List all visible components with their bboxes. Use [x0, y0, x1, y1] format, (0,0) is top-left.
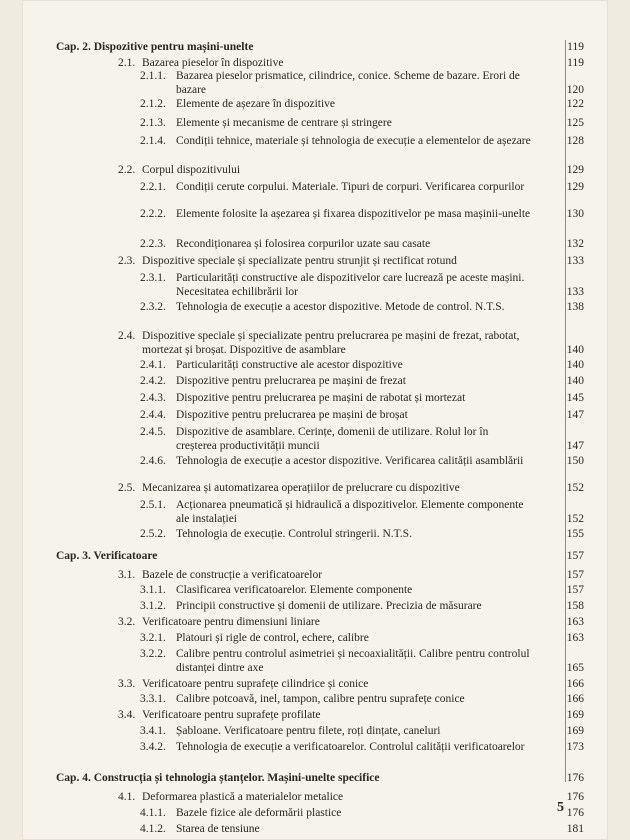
toc-subsection [56, 207, 584, 221]
toc-entry-title: Elemente folosite la așezarea și fixarea dispozitivelor pe masa mașinii-unelte [176, 208, 531, 220]
toc-entry-title: Particularități constructive ale acestor dispozitive [176, 359, 403, 371]
toc-subsection [56, 300, 584, 314]
toc-entry-number: 3.1. [118, 569, 136, 581]
toc-entry-title: Elemente de așezare în dispozitive [176, 98, 336, 110]
toc-entry-number: 2.1.3. [140, 117, 166, 129]
toc-section [56, 163, 584, 177]
toc-entry-title: Particularități constructive ale dispozitivelor care lucrează pe aceste mașini. Necesitatea echilibrării lor [176, 272, 525, 298]
toc-entry-page: 119 [567, 41, 584, 53]
toc-subsection [56, 724, 584, 738]
toc-entry-number: 3.1.1. [140, 584, 166, 596]
toc-entry-title: Tehnologia de execuție a acestor dispozitive. Metode de control. N.T.S. [176, 301, 505, 313]
toc-entry-page: 158 [566, 600, 584, 612]
toc-entry-title: Cap. 4. Construcția și tehnologia ștanțelor. Mașini-unelte specifice [56, 772, 380, 784]
toc-section [56, 329, 584, 357]
toc-entry-number: 2.4.2. [140, 375, 166, 387]
toc-entry-number: 2.5.1. [140, 499, 166, 511]
toc-entry-title: Verificatoare pentru suprafețe profilate [142, 709, 321, 721]
toc-entry-page: 122 [566, 98, 584, 110]
toc-entry-number: 2.2.2. [140, 208, 166, 220]
toc-subsection [56, 116, 584, 130]
toc-chapter [56, 549, 584, 563]
toc-entry-page: 129 [566, 181, 584, 193]
toc-subsection [56, 527, 584, 541]
toc-entry-title: Mecanizarea și automatizarea operațiilor de prelucrare cu dispozitive [142, 482, 460, 494]
toc-subsection [56, 806, 584, 820]
toc-entry-number: 2.1.1. [140, 70, 166, 82]
toc-entry-title: Deformarea plastică a materialelor metalice [142, 791, 344, 803]
toc-entry-page: 152 [566, 513, 584, 525]
toc-section [56, 615, 584, 629]
toc-entry-title: Tehnologia de execuție. Controlul stringerii. N.T.S. [176, 528, 412, 540]
toc-entry-page: 147 [566, 409, 584, 421]
toc-entry-page: 133 [566, 286, 584, 298]
toc-entry-page: 147 [566, 440, 584, 452]
toc-entry-page: 169 [566, 709, 584, 721]
toc-entry-title: Starea de tensiune [176, 823, 260, 835]
toc-entry-title: Calibre pentru controlul asimetriei și necoaxialității. Calibre pentru controlul distanței dintre axe [176, 648, 530, 674]
toc-entry-title: Verificatoare pentru dimensiuni liniare [142, 616, 320, 628]
toc-entry-page: 173 [566, 741, 584, 753]
toc-entry-title: Bazarea pieselor prismatice, cilindrice, conice. Scheme de bazare. Erori de bazare [176, 70, 520, 96]
toc-entry-page: 155 [566, 528, 584, 540]
toc-subsection [56, 740, 584, 754]
toc-entry-number: 2.4.6. [140, 455, 166, 467]
toc-entry-page: 163 [566, 632, 584, 644]
toc-entry-page: 157 [566, 569, 584, 581]
toc-subsection [56, 391, 584, 405]
toc-entry-page: 157 [566, 550, 584, 562]
toc-entry-number: 2.4. [118, 330, 136, 342]
toc-entry-title: Elemente și mecanisme de centrare și stringere [176, 117, 392, 129]
toc-subsection [56, 599, 584, 613]
toc-entry-number: 2.4.3. [140, 392, 166, 404]
toc-entry-number: 2.3. [118, 255, 136, 267]
toc-entry-title: Clasificarea verificatoarelor. Elemente componente [176, 584, 413, 596]
toc-entry-page: 166 [566, 693, 584, 705]
toc-entry-title: Principii constructive și domenii de utilizare. Precizia de măsurare [176, 600, 482, 612]
toc-entry-title: Cap. 3. Verificatoare [56, 550, 158, 562]
toc-entry-page: 145 [566, 392, 584, 404]
toc-entry-number: 3.4.1. [140, 725, 166, 737]
toc-entry-number: 3.2. [118, 616, 136, 628]
toc-entry-number: 2.5.2. [140, 528, 166, 540]
toc-entry-number: 3.2.1. [140, 632, 166, 644]
toc-subsection [56, 425, 584, 453]
toc-entry-page: 125 [566, 117, 584, 129]
toc-entry-title: Platouri și rigle de control, echere, calibre [176, 632, 369, 644]
toc-subsection [56, 454, 584, 468]
toc-entry-number: 2.3.1. [140, 272, 166, 284]
toc-section [56, 568, 584, 582]
toc-entry-page: 176 [566, 807, 584, 819]
toc-entry-title: Dispozitive de asamblare. Cerințe, domenii de utilizare. Rolul lor în creșterea productivității muncii [176, 426, 489, 452]
toc-section [56, 481, 584, 495]
toc-entry-number: 2.2.1. [140, 181, 166, 193]
toc-entry-number: 4.1.1. [140, 807, 166, 819]
toc-chapter [56, 771, 584, 785]
toc-entry-title: Cap. 2. Dispozitive pentru mașini-unelte [56, 41, 254, 53]
toc-section [56, 708, 584, 722]
toc-entry-page: 152 [566, 482, 584, 494]
toc-subsection [56, 647, 584, 675]
toc-entry-page: 166 [566, 678, 584, 690]
toc-section [56, 677, 584, 691]
toc-entry-number: 2.5. [118, 482, 136, 494]
toc-entry-number: 2.1.2. [140, 98, 166, 110]
toc-entry-title: Dispozitive pentru prelucrarea pe mașini de rabotat și mortezat [176, 392, 466, 404]
toc-entry-page: 129 [566, 164, 584, 176]
toc-entry-number: 2.4.1. [140, 359, 166, 371]
toc-subsection [56, 134, 584, 148]
toc-entry-page: 169 [566, 725, 584, 737]
toc-subsection [56, 180, 584, 194]
toc-entry-page: 120 [566, 84, 584, 96]
toc-entry-number: 3.4. [118, 709, 136, 721]
toc-subsection [56, 498, 584, 526]
toc-entry-title: Verificatoare pentru suprafețe cilindrice și conice [142, 678, 369, 690]
toc-entry-number: 3.1.2. [140, 600, 166, 612]
toc-section [56, 254, 584, 268]
toc-subsection [56, 237, 584, 251]
toc-entry-number: 4.1.2. [140, 823, 166, 835]
page [22, 0, 608, 840]
toc-entry-page: 132 [566, 238, 584, 250]
toc-section [56, 790, 584, 804]
toc-subsection [56, 358, 584, 372]
toc-entry-title: Tehnologia de execuție a acestor dispozitive. Verificarea calității asamblării [176, 455, 524, 467]
toc-subsection [56, 271, 584, 299]
toc-subsection [56, 822, 584, 836]
toc-entry-number: 4.1. [118, 791, 136, 803]
toc-entry-page: 140 [566, 359, 584, 371]
toc-entry-number: 2.3.2. [140, 301, 166, 313]
toc-entry-page: 163 [566, 616, 584, 628]
page-number-rule [565, 40, 566, 782]
toc-entry-page: 150 [566, 455, 584, 467]
toc-entry-page: 176 [566, 791, 584, 803]
toc-entry-number: 3.2.2. [140, 648, 166, 660]
toc-entry-title: Bazarea pieselor în dispozitive [142, 57, 284, 69]
toc-entry-title: Dispozitive pentru prelucrarea pe mașini de frezat [176, 375, 406, 387]
toc-entry-number: 2.2.3. [140, 238, 166, 250]
toc-entry-title: Calibre potcoavă, inel, tampon, calibre pentru suprafețe conice [176, 693, 465, 705]
toc-entry-page: 165 [566, 662, 584, 674]
toc-entry-page: 140 [566, 344, 584, 356]
toc-entry-number: 2.4.5. [140, 426, 166, 438]
toc-entry-title: Bazele fizice ale deformării plastice [176, 807, 342, 819]
toc-subsection [56, 97, 584, 111]
toc-entry-title: Condiții cerute corpului. Materiale. Tipuri de corpuri. Verificarea corpurilor [176, 181, 525, 193]
toc-entry-page: 181 [566, 823, 584, 835]
toc-entry-page: 133 [566, 255, 584, 267]
toc-subsection [56, 69, 584, 97]
toc-entry-title: Condiții tehnice, materiale și tehnologia de execuție a elementelor de așezare [176, 135, 531, 147]
toc-entry-title: Șabloane. Verificatoare pentru filete, roți dințate, caneluri [176, 725, 441, 737]
toc-entry-page: 157 [566, 584, 584, 596]
toc-entry-page: 128 [566, 135, 584, 147]
toc-entry-title: Bazele de construcție a verificatoarelor [142, 569, 323, 581]
toc-entry-title: Acționarea pneumatică și hidraulică a dispozitivelor. Elemente componente ale instalației [176, 499, 524, 525]
toc-chapter [56, 40, 584, 54]
toc-entry-number: 3.3.1. [140, 693, 166, 705]
page-number: 5 [557, 800, 564, 815]
toc-entry-number: 3.3. [118, 678, 136, 690]
toc-entry-number: 2.1.4. [140, 135, 166, 147]
toc-entry-title: Recondiționarea și folosirea corpurilor uzate sau casate [176, 238, 431, 250]
toc-subsection [56, 692, 584, 706]
toc-subsection [56, 408, 584, 422]
toc-entry-title: Dispozitive pentru prelucrarea pe mașini de broșat [176, 409, 408, 421]
toc-entry-number: 2.2. [118, 164, 136, 176]
toc-entry-title: Tehnologia de execuție a verificatoarelor. Controlul calității verificatoarelor [176, 741, 525, 753]
toc-entry-title: Dispozitive speciale și specializate pentru prelucrarea pe mașini de frezat, rabotat, mortezat și broșat. Dispozitive de asamblare [142, 330, 520, 356]
toc-entry-title: Dispozitive speciale și specializate pentru strunjit și rectificat rotund [142, 255, 457, 267]
toc-entry-page: 119 [567, 57, 584, 69]
toc-subsection [56, 374, 584, 388]
toc-entry-page: 176 [566, 772, 584, 784]
toc-entry-number: 2.4.4. [140, 409, 166, 421]
toc-entry-number: 3.4.2. [140, 741, 166, 753]
toc-entry-page: 140 [566, 375, 584, 387]
toc-entry-number: 2.1. [118, 57, 136, 69]
toc-subsection [56, 583, 584, 597]
toc-entry-page: 138 [566, 301, 584, 313]
toc-entry-page: 130 [566, 208, 584, 220]
toc-subsection [56, 631, 584, 645]
toc-section [56, 56, 584, 70]
toc-entry-title: Corpul dispozitivului [142, 164, 241, 176]
